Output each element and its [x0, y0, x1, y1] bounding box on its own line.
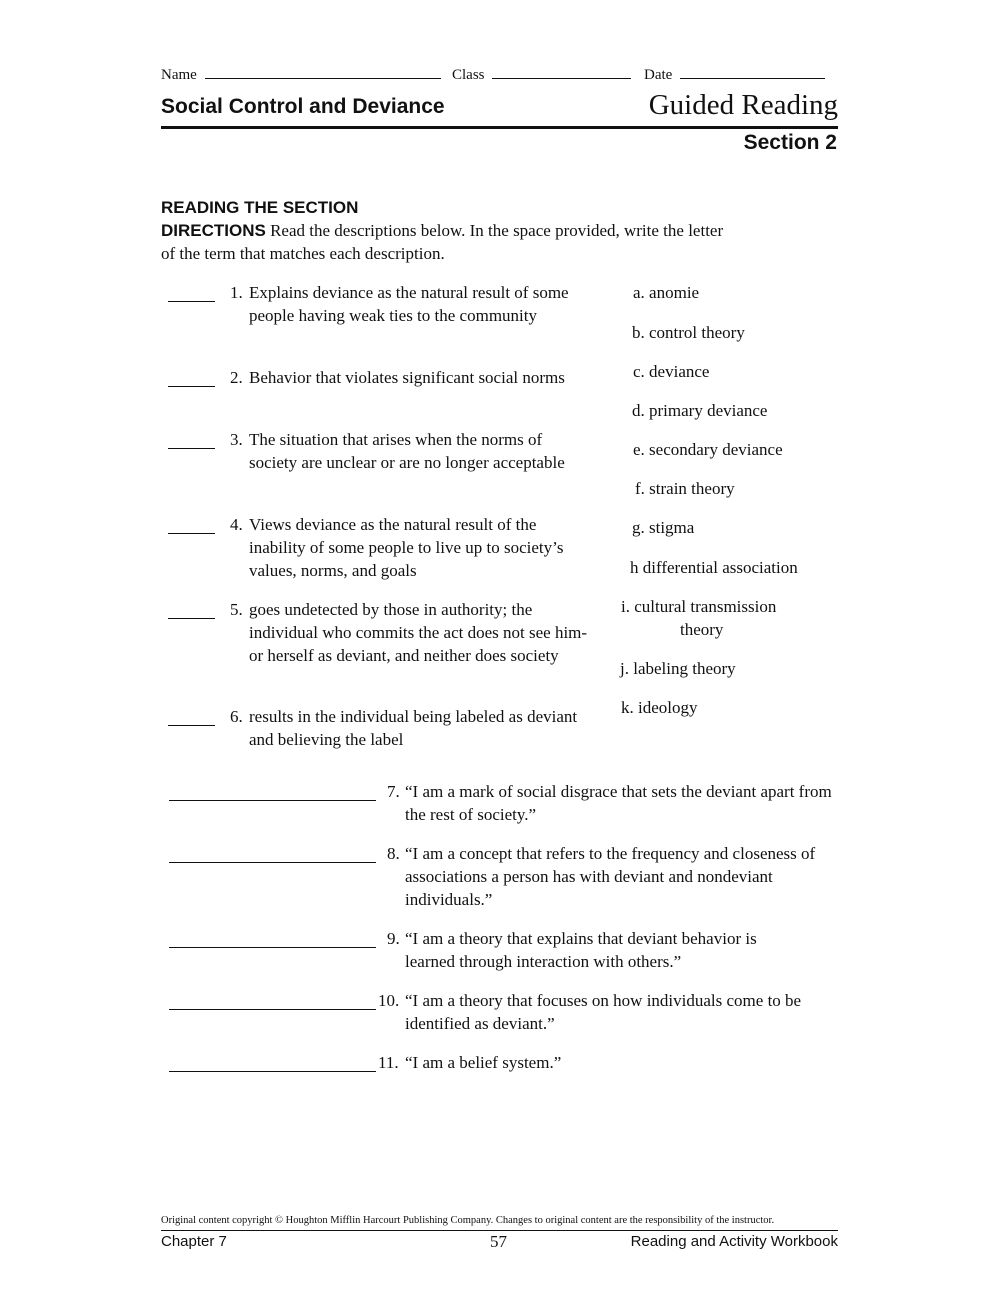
workbook-label: Reading and Activity Workbook [630, 1233, 838, 1250]
question-text: results in the individual being labeled as deviant and believing the label [249, 707, 578, 749]
quote-number: 11. [378, 1053, 399, 1072]
quote-number: 7. [387, 782, 400, 801]
name-field-row [161, 66, 441, 84]
directions-text: Read the descriptions below. In the space provided, write the letter of the term that matches each description. [161, 221, 724, 263]
question-number: 5. [230, 600, 243, 619]
footer-rule [161, 1230, 838, 1231]
answer-line-11[interactable] [169, 1071, 376, 1072]
option-a: a. anomie [633, 283, 700, 302]
question-number: 1. [230, 283, 243, 302]
option-k: k. ideology [621, 698, 698, 717]
class-label: Class [452, 67, 485, 83]
option-i-continued: theory [680, 620, 724, 639]
option-g: g. stigma [632, 518, 695, 537]
page-number: 57 [490, 1232, 507, 1251]
option-c: c. deviance [633, 362, 710, 381]
question-text: Views deviance as the natural result of the inability of some people to live up to society’s values, norms, and goals [249, 515, 564, 580]
class-blank[interactable] [492, 66, 631, 79]
answer-blank-2[interactable] [168, 386, 215, 387]
question-number: 4. [230, 515, 243, 534]
answer-blank-5[interactable] [168, 618, 215, 619]
header-rule [161, 126, 838, 129]
quote-number: 9. [387, 929, 400, 948]
guided-reading-label: Guided Reading [648, 89, 838, 121]
option-e: e. secondary deviance [633, 440, 783, 459]
question-text: goes undetected by those in authority; the individual who commits the act does not see him- or herself as deviant, and neither does society [249, 600, 588, 665]
quote-text: “I am a theory that focuses on how individuals come to be identified as deviant.” [405, 991, 802, 1033]
quote-text: “I am a concept that refers to the frequency and closeness of associations a person has with deviant and nondeviant individuals.” [405, 844, 816, 909]
answer-line-7[interactable] [169, 800, 376, 801]
date-blank[interactable] [680, 66, 825, 79]
name-blank[interactable] [205, 66, 441, 79]
section-heading: READING THE SECTION [161, 198, 359, 217]
answer-blank-3[interactable] [168, 448, 215, 449]
answer-blank-1[interactable] [168, 301, 215, 302]
option-b: b. control theory [632, 323, 745, 342]
option-f: f. strain theory [635, 479, 735, 498]
quote-text: “I am a mark of social disgrace that sets the deviant apart from the rest of society.” [405, 782, 832, 824]
answer-blank-6[interactable] [168, 725, 215, 726]
question-number: 2. [230, 368, 243, 387]
quote-text: “I am a theory that explains that deviant behavior is learned through interaction with others.” [405, 929, 757, 971]
option-h: h differential association [630, 558, 798, 577]
question-text: Explains deviance as the natural result of some people having weak ties to the community [249, 283, 569, 325]
date-field-row [644, 66, 825, 84]
copyright-notice: Original content copyright © Houghton Mifflin Harcourt Publishing Company. Changes to original content are the responsibility of the instructor. [161, 1215, 775, 1226]
quote-number: 8. [387, 844, 400, 863]
question-number: 6. [230, 707, 243, 726]
option-i: i. cultural transmission [621, 597, 777, 616]
question-text: Behavior that violates significant social norms [249, 368, 565, 387]
quote-number: 10. [378, 991, 400, 1010]
answer-line-10[interactable] [169, 1009, 376, 1010]
date-label: Date [644, 67, 673, 83]
answer-blank-4[interactable] [168, 533, 215, 534]
section-label: Section 2 [743, 131, 837, 154]
page-title: Social Control and Deviance [161, 95, 445, 118]
chapter-label: Chapter 7 [161, 1233, 227, 1250]
answer-line-8[interactable] [169, 862, 376, 863]
quote-text: “I am a belief system.” [405, 1053, 562, 1072]
directions-label: DIRECTIONS [161, 221, 266, 240]
name-label: Name [161, 67, 197, 83]
question-number: 3. [230, 430, 243, 449]
class-field-row [452, 66, 631, 84]
directions [161, 219, 731, 265]
option-d: d. primary deviance [632, 401, 768, 420]
option-j: j. labeling theory [620, 659, 736, 678]
answer-line-9[interactable] [169, 947, 376, 948]
question-text: The situation that arises when the norms of society are unclear or are no longer acceptable [249, 430, 565, 472]
